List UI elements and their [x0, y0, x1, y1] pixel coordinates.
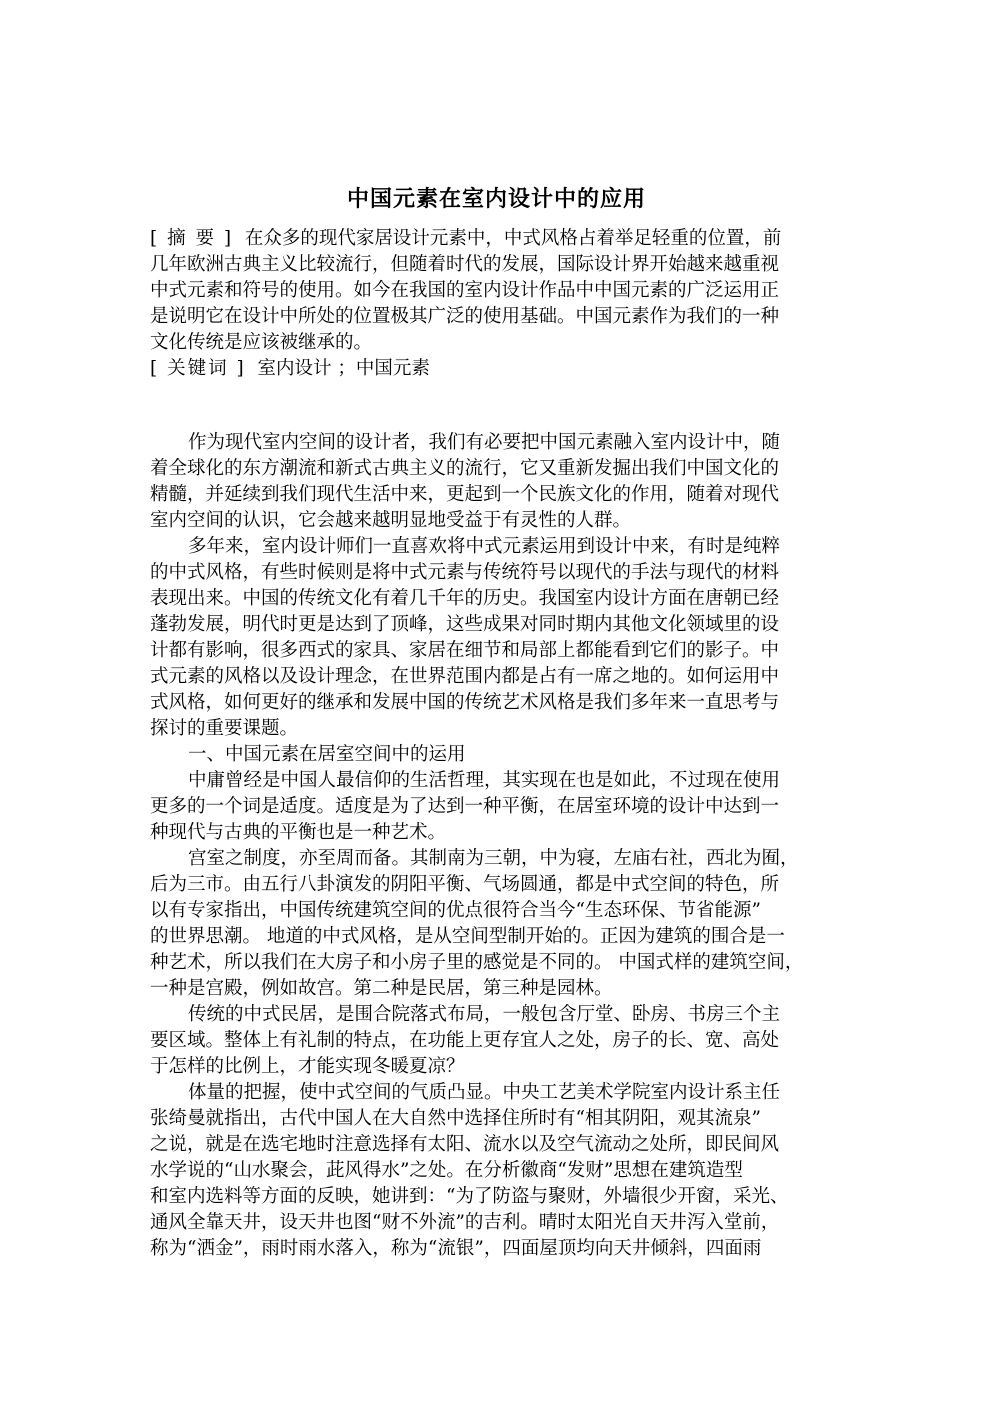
body-line: 要区域。整体上有礼制的特点，在功能上更存宜人之处，房子的长、宽、高处: [150, 1030, 780, 1051]
body-line: 的中式风格，有些时候则是将中式元素与传统符号以现代的手法与现代的材料: [150, 562, 780, 583]
body-line: 传统的中式民居，是围合院落式布局，一般包含厅堂、卧房、书房三个主: [188, 1004, 781, 1025]
body-line: 中庸曾经是中国人最信仰的生活哲理，其实现在也是如此，不过现在使用: [188, 770, 781, 791]
abstract-line: [150, 226, 850, 252]
body-line: 体量的把握，使中式空间的气质凸显。中央工艺美术学院室内设计系主任: [188, 1082, 781, 1103]
abstract-line: 是说明它在设计中所处的位置极其广泛的使用基础。中国元素作为我们的一种: [150, 306, 780, 327]
section-heading: 一、中国元素在居室空间中的运用: [188, 744, 466, 765]
body-line: 宫室之制度，亦至周而备。其制南为三朝，中为寝，左庙右社，西北为囿，: [188, 848, 799, 869]
body-text: [150, 430, 850, 1262]
body-line: 一种是宫殿，例如故宫。第二种是民居，第三种是园林。: [150, 978, 613, 999]
body-line: 和室内选料等方面的反映，她讲到：“为了防盗与聚财，外墙很少开窗，采光、: [150, 1186, 789, 1207]
body-line: 式风格，如何更好的继承和发展中国的传统艺术风格是我们多年来一直思考与: [150, 692, 780, 713]
body-line: 种艺术，所以我们在大房子和小房子里的感觉是不同的。 中国式样的建筑空间，: [150, 952, 804, 973]
keywords-text: 室内设计 ；中国元素: [257, 358, 430, 379]
body-line: 多年来，室内设计师们一直喜欢将中式元素运用到设计中来，有时是纯粹: [188, 536, 781, 557]
body-line: 水学说的“山水聚会，茈风得水”之处。在分析徽商“发财”思想在建筑造型: [150, 1160, 743, 1181]
abstract-line: 文化传统是应该被继承的。: [150, 332, 373, 353]
keywords-label: [ 关键词 ]: [150, 358, 246, 379]
body-line: 蓬勃发展，明代时更是达到了顶峰，这些成果对同时期内其他文化领域里的设: [150, 614, 780, 635]
body-line: 之说，就是在选宅地时注意选择有太阳、流水以及空气流动之处所，即民间风: [150, 1134, 780, 1155]
abstract-line: 中式元素和符号的使用。如今在我国的室内设计作品中中国元素的广泛运用正: [150, 280, 780, 301]
body-line: 称为“洒金”，雨时雨水落入，称为“流银”，四面屋顶均向天井倾斜，四面雨: [150, 1238, 762, 1259]
abstract-section: [150, 226, 850, 382]
body-line: 种现代与古典的平衡也是一种艺术。: [150, 822, 447, 843]
abstract-line: 几年欧洲古典主义比较流行，但随着时代的发展，国际设计界开始越来越重视: [150, 254, 780, 275]
body-line: 计都有影响，很多西式的家具、家居在细节和局部上都能看到它们的影子。中: [150, 640, 780, 661]
body-line: 作为现代室内空间的设计者，我们有必要把中国元素融入室内设计中，随: [188, 432, 781, 453]
body-line: 更多的一个词是适度。适度是为了达到一种平衡，在居室环境的设计中达到一: [150, 796, 780, 817]
keywords-line: [150, 356, 850, 382]
document-title: 中国元素在室内设计中的应用: [346, 186, 646, 212]
body-line: 通风全靠天井，设天井也图“财不外流”的吉利。晴时太阳光自天井泻入堂前，: [150, 1212, 780, 1233]
body-line: 探讨的重要课题。: [150, 718, 299, 739]
body-line: 着全球化的东方潮流和新式古典主义的流行，它又重新发掘出我们中国文化的: [150, 458, 780, 479]
body-line: 室内空间的认识，它会越来越明显地受益于有灵性的人群。: [150, 510, 632, 531]
abstract-label: [ 摘 要 ]: [150, 228, 234, 249]
body-line: 后为三市。由五行八卦演发的阴阳平衡、气场圆通，都是中式空间的特色，所: [150, 874, 780, 895]
body-line: 式元素的风格以及设计理念，在世界范围内都是占有一席之地的。如何运用中: [150, 666, 780, 687]
body-line: 的世界思潮。 地道的中式风格，是从空间型制开始的。正因为建筑的围合是一: [150, 926, 785, 947]
body-line: 表现出来。中国的传统文化有着几千年的历史。我国室内设计方面在唐朝已经: [150, 588, 780, 609]
body-line: 精髓，并延续到我们现代生活中来，更起到一个民族文化的作用，随着对现代: [150, 484, 780, 505]
abstract-text: 在众多的现代家居设计元素中，中式风格占着举足轻重的位置，前: [244, 228, 782, 249]
body-line: 张绮曼就指出，古代中国人在大自然中选择住所时有“相其阴阳，观其流泉”: [150, 1108, 761, 1129]
body-line: 以有专家指出，中国传统建筑空间的优点很符合当今“生态环保、节省能源”: [150, 900, 761, 921]
body-line: 于怎样的比例上，才能实现冬暖夏凉？: [150, 1056, 465, 1077]
